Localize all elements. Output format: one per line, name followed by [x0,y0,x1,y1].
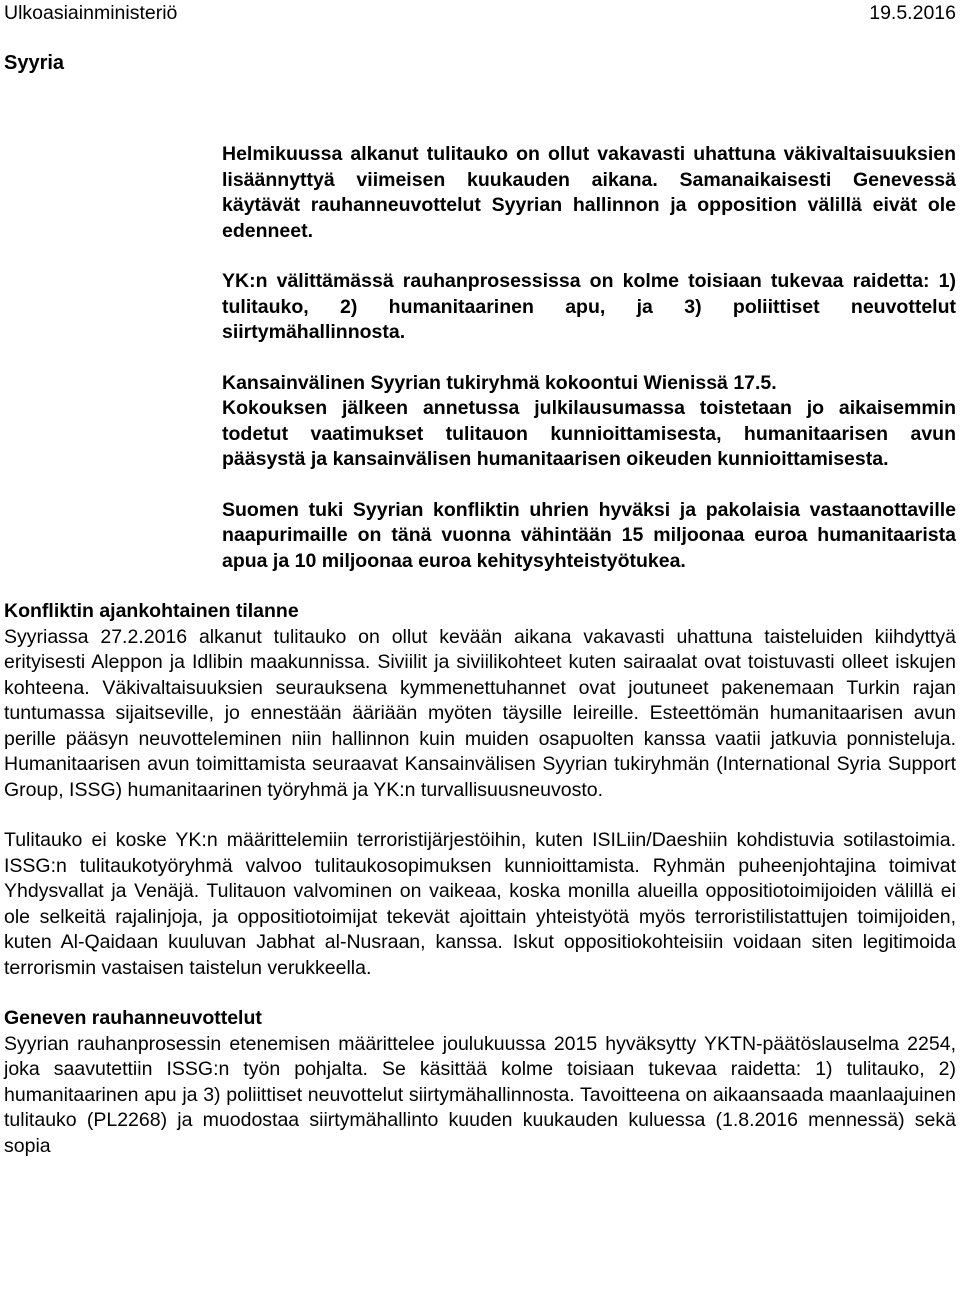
summary-paragraph-5: Suomen tuki Syyrian konfliktin uhrien hyväksi ja pakolaisia vastaanottaville naapurimaille on tänä vuonna vähintään 15 miljoonaa euroa humanitaarista apua ja 10 miljoonaa euroa kehitysyhteistyötukea. [222,498,956,572]
summary-box [222,142,956,574]
document-page [4,0,956,1159]
document-date: 19.5.2016 [869,2,956,24]
summary-paragraph-1: Helmikuussa alkanut tulitauko on ollut vakavasti uhattuna väkivaltaisuuksien lisäännyttyä viimeisen kuukauden aikana. Samanaikaisesti Genevessä käytävät rauhanneuvottelut Syyrian hallinnon ja opposition välillä eivät ole edenneet. [222,143,956,242]
section-heading-current-situation: Konfliktin ajankohtainen tilanne [4,600,299,622]
summary-paragraph-4: Kokouksen jälkeen annetussa julkilausumassa toistetaan jo aikaisemmin todetut vaatimukset tulitauon kunnioittamisesta, humanitaarisen avun pääsystä ja kansainvälisen humanitaarisen oikeuden kunnioittamisesta. [222,397,956,470]
page-header [4,0,956,30]
section-paragraph: Syyriassa 27.2.2016 alkanut tulitauko on ollut kevään aikana vakavasti uhattuna taisteluiden kiihdyttyä erityisesti Aleppon ja Idlibin maakunnissa. Siviilit ja siviilikohteet kuten sairaalat ovat toistuvasti olleet iskujen kohteena. Väkivaltaisuuksien seurauksena kymmenettuhannet ovat joutuneet pakenemaan Turkin rajan tuntumassa sijaitseville, jo ennestään ääriään myöten täysille leireille. Esteettömän humanitaarisen avun perille pääsyn neuvotteleminen niin hallinnon kuin muiden osapuolten kanssa vaatii jatkuvia ponnisteluja. Humanitaarisen avun toimittamista seuraavat Kansainvälisen Syyrian tukiryhmän (International Syria Support Group, ISSG) humanitaarinen työryhmä ja YK:n turvallisuusneuvosto. [4,625,956,801]
document-title: Syyria [4,52,65,74]
summary-paragraph-2: YK:n välittämässä rauhanprosessissa on kolme toisiaan tukevaa raidetta: 1) tulitauko, 2) humanitaarinen apu, ja 3) poliittiset neuvottelut siirtymähallinnosta. [222,270,956,343]
section-paragraph: Tulitauko ei koske YK:n määrittelemiin terroristijärjestöihin, kuten ISILiin/Daeshiin kohdistuvia sotilastoimia. ISSG:n tulitaukotyöryhmä valvoo tulitaukosopimuksen kunnioittamista. Ryhmän puheenjohtajina toimivat Yhdysvallat ja Venäjä. Tulitauon valvominen on vaikeaa, koska monilla alueilla oppositiotoimijoiden välillä ei ole selkeitä rajalinjoja, ja oppositiotoimijat tekevät ajoittain yhteistyötä myös terroristilistattujen toimijoiden, kuten Al-Qaidaan kuuluvan Jabhat al-Nusraan, kanssa. Iskut oppositiokohteisiin voidaan siten legitimoida terrorismin vastaisen taistelun verukkeella. [4,829,956,979]
section-heading-geneva-talks: Geneven rauhanneuvottelut [4,1007,262,1029]
section-paragraph: Syyrian rauhanprosessin etenemisen määrittelee joulukuussa 2015 hyväksytty YKTN-päätöslauselma 2254, joka saavutettiin ISSG:n työn pohjalta. Se käsittää kolme toisiaan tukevaa raidetta: 1) tulitauko, 2) humanitaarinen apu ja 3) poliittiset neuvottelut siirtymähallinnosta. Tavoitteena on aikaansaada maanlaajuinen tulitauko (PL2268) ja muodostaa siirtymähallinto kuuden kuukauden kuluessa (1.8.2016 mennessä) sekä sopia [4,1032,956,1157]
summary-paragraph-3: Kansainvälinen Syyrian tukiryhmä kokoontui Wienissä 17.5. [222,371,777,394]
section-current-situation [4,599,956,981]
section-geneva-talks [4,1006,956,1159]
organization-name: Ulkoasiainministeriö [4,2,178,24]
